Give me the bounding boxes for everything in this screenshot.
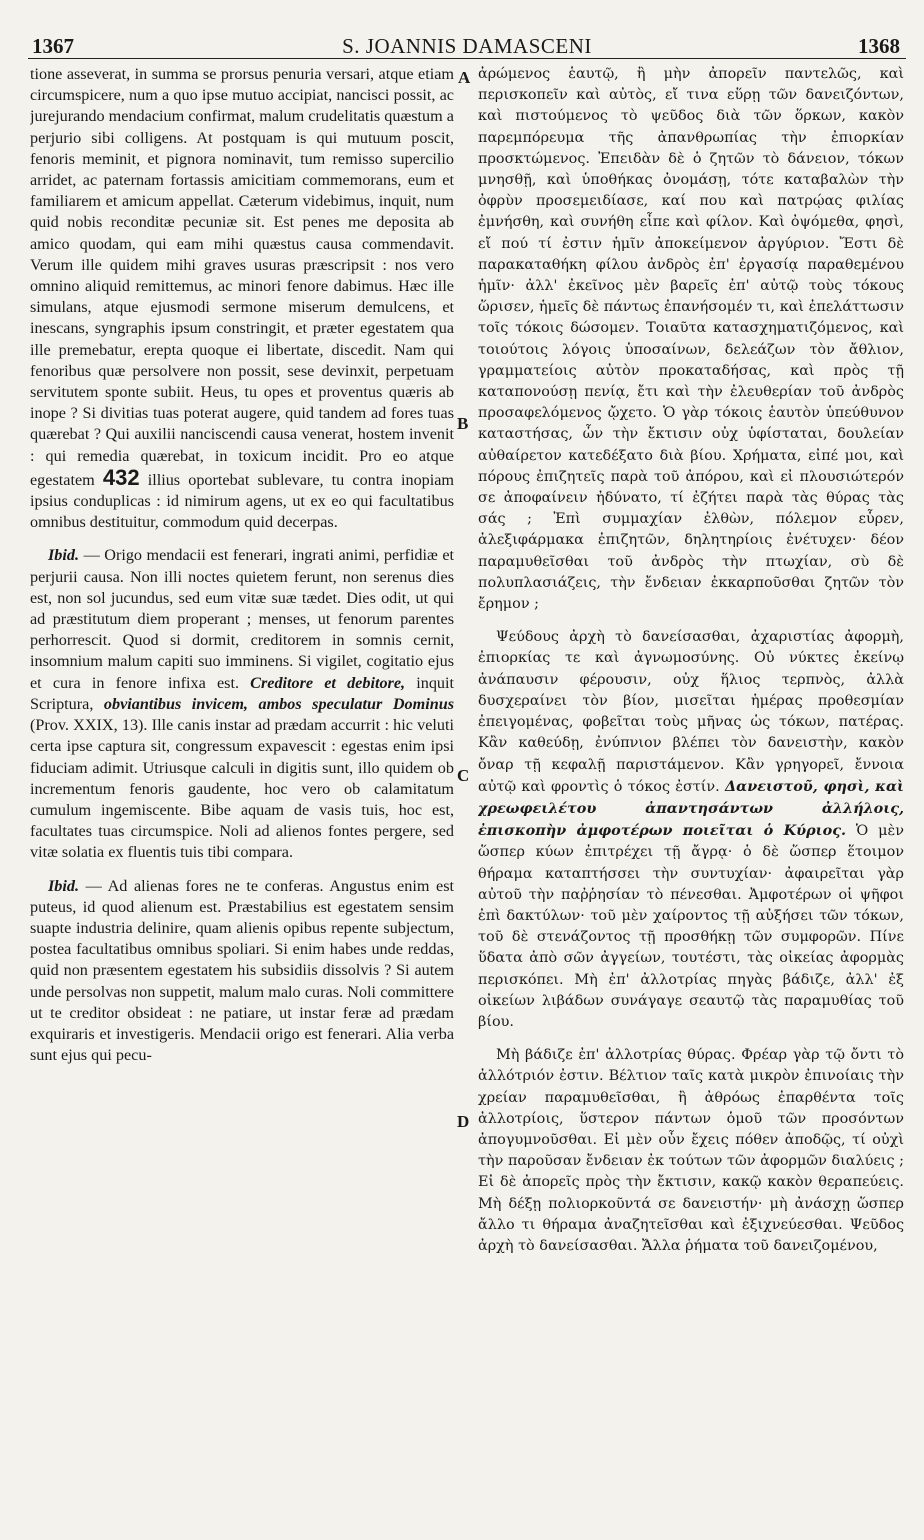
greek-paragraph-1 xyxy=(478,64,904,615)
section-marker-b: B xyxy=(457,414,469,433)
margin-number: 432 xyxy=(102,464,140,490)
latin-paragraph-2 xyxy=(30,545,454,863)
ibid-label: Ibid. xyxy=(48,546,80,565)
scripture-quote: Δανειστοῦ, φησὶ, καὶ χρεωφειλέτου ἀπαντησάντων ἀλλήλοις, ἐπισκοπὴν ἀμφοτέρων ποιεῖται ὁ Κύριος. xyxy=(478,777,904,840)
page-number-left: 1367 xyxy=(32,34,74,58)
section-marker-d: D xyxy=(457,1112,470,1131)
latin-paragraph-1 xyxy=(30,64,454,533)
section-marker-c: C xyxy=(457,766,470,785)
latin-column xyxy=(30,64,454,1530)
latin-text: — Ad alienas fores ne te conferas. Angustus enim est puteus, id quod alienum est. Præstabilius est egestatem sensim suapte industria delinire, quam alienis opibus repente subjectum, postea facultatibus omnibus spoliari. Si enim habes unde reddas, quid non præsentem egestatem his subsidiis dissolvis ? Si autem unde persolvas non suppetit, malum malo curas. Noli committere ut te creditor obsideat : ne patiare, ut instar feræ ad prædam exquiraris et investigeris. Mendacii origo est fenerari. Alia verba sunt ejus qui pecu- xyxy=(30,876,454,1065)
latin-text: — Origo mendacii est fenerari, ingrati animi, perfidiæ et perjurii causa. Non illi noctes quietem ferunt, non serenus dies est, non sol jucundus, sed eum vitæ suæ tædet. Dies odit, ut qui ad præstitutum diem properant ; menses, ut fenorum parentes perhorrescit. Quod si dormit, creditorem in somnis cernit, insomnium malum capiti suo imminens. Si vigilet, cogitatio ejus et cura in fenore infixa est. xyxy=(30,546,454,692)
section-marker-a: A xyxy=(458,68,471,87)
running-header xyxy=(28,22,906,59)
greek-text: ἀρώμενος ἑαυτῷ, ἢ μὴν ἀπορεῖν παντελῶς, καὶ περισκοπεῖν καὶ αὐτὸς, εἴ τινα εὕρῃ τῶν δανειζόντων, καὶ πιστούμενος τὸ ψεῦδος διὰ τῶν ὅρκων, κακὸν παρεμπόρευμα τῆς ἀπανθρωπίας τὴν ἐπιορκίαν προσκτώμενος. Ἐπειδὰν δὲ ὁ ζητῶν τὸ δάνειον, τόκων μνησθῇ, καὶ ὑποθήκας ὀνομάσῃ, τότε καταβαλὼν τὴν ὀφρὺν προσεμειδίασε, καί που καὶ πατρῴας φιλίας ἐμνήσθη, καὶ συνήθη εἶπε καὶ φίλον. Καὶ ὀψόμεθα, φησὶ, εἴ πού τί ἐστιν ἡμῖν ἀποκείμενον ἀργύριον. Ἔστι δὲ παρακαταθήκη φίλου ἀνδρὸς ἐπ' ἐργασίᾳ παραθεμένου ἡμῖν· ἀλλ' ἐκεῖνος μὲν βαρεῖς ἐπ' αὐτῷ τοὺς τόκους ὥρισεν, ἡμεῖς δὲ πάντως ἐπανήσομέν τι, καὶ ἐπελάττωσιν τοῖς τόκοις δώσομεν. Τοιαῦτα κατασχηματιζόμενος, καὶ τοιούτοις λόγοις ὑποσαίνων, δελεάζων τὸν ἄθλιον, γραμματείοις αὐτὸν προκαταδήσας, καὶ πρὸς τῇ καταπονούσῃ πενίᾳ, ἔτι καὶ τὴν ἐλευθερίαν τοῦ ἀνδρὸς προσαφελόμενος ᾤχετο. Ὁ γὰρ τόκοις ἑαυτὸν ὑπεύθυνον καταστήσας, ὧν τὴν ἔκτισιν οὐχ ὑφίσταται, δουλείαν αὐθαίρετον κατεδέξατο διὰ βίου. Χρήματα, εἰπέ μοι, καὶ πόρους ἐπιζητεῖς παρὰ τοῦ ἀπόρου, καὶ εἰ πλουσιώτερόν σε ἀποφαίνειν ἠδύνατο, τί ἐζήτει παρὰ τὰς θύρας τὰς σάς ; Ἐπὶ συμμαχίαν ἐλθὼν, πόλεμον εὗρεν, ἀλεξιφάρμακα ἐπιζητῶν, δηλητηρίοις ἐνέτυχεν· δέον παραμυθεῖσθαι τοῦ ἀνδρὸς τὴν πτωχίαν, σὺ δὲ πολυπλασιάζεις, τὴν ἔνδειαν ἐκκαρποῦσθαι ζητῶν τὸν ἔρημον ; xyxy=(478,66,904,613)
greek-column xyxy=(478,64,904,1530)
latin-text: tione asseverat, in summa se prorsus penuria versari, atque etiam circumspicere, num a quo ipse mutuo accipiat, nancisci possit, ac jurejurando mendacium confirmat, malum crudelitatis quæstum a perjurio sibi colligens. At postquam is qui mutuum poscit, fenoris meminit, et pignora nominavit, tum remisso supercilio arridet, ac paternam fortassis amicitiam commemorans, eum et familiarem et amicum appellat. Cæterum videbimus, inquit, num quid nobis reconditæ pecuniæ sit. Est penes me deposita ab amico quodam, qui eam mihi quæstus causa commendavit. Verum ille quidem mihi graves usuras præscripsit : nos vero omnino aliquid remittemus, ac minori fenore dabimus. Hæc ille simulans, atque ejusmodi sermone miserum demulcens, et inescans, syngraphis ipsum constringit, et præter egestatem qua ille premebatur, erepta quoque ei libertate, discedit. Nam qui fenoribus quæ persolvere non possit, sese devinxit, perpetuam servitutem sponte subiit. Heus, tu opes et proventus quæris ab inope ? Si divitias tuas poterat augere, quid tandem ad fores tuas quærebat ? Qui auxilii nanciscendi causa venerat, hostem invenit : qui remedia quærebat, in toxicum incidit. Pro eo atque egestatem xyxy=(30,65,454,489)
scripture-quote: Creditore et debitore, xyxy=(250,673,406,692)
scripture-quote: obviantibus invicem, ambos speculatur Dominus xyxy=(103,694,454,713)
latin-text: (Prov. XXIX, 13). Ille canis instar ad prædam accurrit : hic veluti certa ipse captura sit, congressum expavescit : egestas enim ipsi fiduciam adimit. Utriusque calculi in digitis sunt, illo quidem ob incrementum fenoris gaudente, hoc vero ob calamitatum cumulum ingemiscente. Bibe aquam de vasis tuis, hoc est, facultates tuas circumspice. Noli ad alienos fontes pergere, sed vitæ solatia ex fluentis tuis tibi compara. xyxy=(30,716,454,862)
ibid-label: Ibid. xyxy=(48,876,80,895)
latin-text: inquit Scriptura, xyxy=(30,673,454,713)
greek-text: Ὁ μὲν ὥσπερ κύων ἐπιτρέχει τῇ ἄγρᾳ· ὁ δὲ ὥσπερ ἕτοιμον θήραμα καταπτήσσει τὴν συντυχίαν· ἀφαιρεῖται γὰρ αὐτοῦ τὴν παῤῥησίαν τὸ πένεσθαι. Ἀμφοτέρων οἱ ψῆφοι ἐπὶ δακτύλων· τοῦ μὲν χαίροντος τῇ αὐξήσει τῶν τόκων, τοῦ δὲ στενάζοντος τῇ προσθήκῃ τῶν συμφορῶν. Πίνε ὕδατα ἀπὸ σῶν ἀγγείων, τουτέστι, τὰς οἰκείας ἀφορμὰς περισκόπει. Μὴ ἐπ' ἀλλοτρίας πηγὰς βάδιζε, ἀλλ' ἐξ οἰκείων λιβάδων συνάγαγε σεαυτῷ τὰς παραμυθίας τοῦ βίου. xyxy=(478,823,904,1030)
latin-text: illius oportebat sublevare, tu contra inopiam ipsius conduplicas : id nimirum agens, ut ex eo qui facultatibus omnibus destituitur, commodum quid decerpas. xyxy=(30,470,454,532)
running-title: S. JOANNIS DAMASCENI xyxy=(342,34,592,58)
greek-text: Μὴ βάδιζε ἐπ' ἀλλοτρίας θύρας. Φρέαρ γὰρ τῷ ὄντι τὸ ἀλλότριόν ἐστιν. Βέλτιον ταῖς κατὰ μικρὸν ἐπινοίαις τὴν χρείαν παραμυθεῖσθαι, ἢ ἀθρόως ἐπαρθέντα τοῖς ἀλλοτρίοις, ὕστερον πάντων ὁμοῦ τῶν προσόντων ἀπογυμνοῦσθαι. Εἰ μὲν οὖν ἔχεις πόθεν ἀποδῷς, τί οὐχὶ τὴν παροῦσαν ἔνδειαν ἐκ τούτων τῶν ἀφορμῶν διαλύεις ; Εἰ δὲ ἀπορεῖς πρὸς τὴν ἔκτισιν, κακῷ κακὸν θεραπεύεις. Μὴ δέξῃ πολιορκοῦντά σε δανειστήν· μὴ ἀνάσχῃ ὥσπερ ἄλλο τι θήραμα ἀναζητεῖσθαι καὶ ἐξιχνεύεσθαι. Ψεῦδος ἀρχὴ τὸ δανείσασθαι. Ἄλλα ῥήματα τοῦ δανειζομένου, xyxy=(478,1047,904,1254)
greek-paragraph-3 xyxy=(478,1045,904,1257)
latin-paragraph-3 xyxy=(30,876,454,1067)
greek-text: Ψεύδους ἀρχὴ τὸ δανείσασθαι, ἀχαριστίας ἀφορμὴ, ἐπιορκίας τε καὶ ἀγνωμοσύνης. Οὐ νύκτες ἐκείνῳ ἀνάπαυσιν φέρουσιν, οὐχ ἥλιος τερπνὸς, ἀλλὰ δυσχεραίνει τὸν βίον, μισεῖται ἡμέρας προθεσμίαν ἐπειγομένας, φοβεῖται τοὺς μῆνας ὡς τόκων, πατέρας. Κἂν καθεύδῃ, ἐνύπνιον βλέπει τὸν δανειστὴν, κακὸν ὄναρ τῇ κεφαλῇ παριστάμενον. Κἂν γρηγορεῖ, ἔννοια αὐτῷ καὶ φροντὶς ὁ τόκος ἐστίν. xyxy=(478,629,904,795)
greek-paragraph-2 xyxy=(478,627,904,1033)
page-number-right: 1368 xyxy=(858,34,900,58)
